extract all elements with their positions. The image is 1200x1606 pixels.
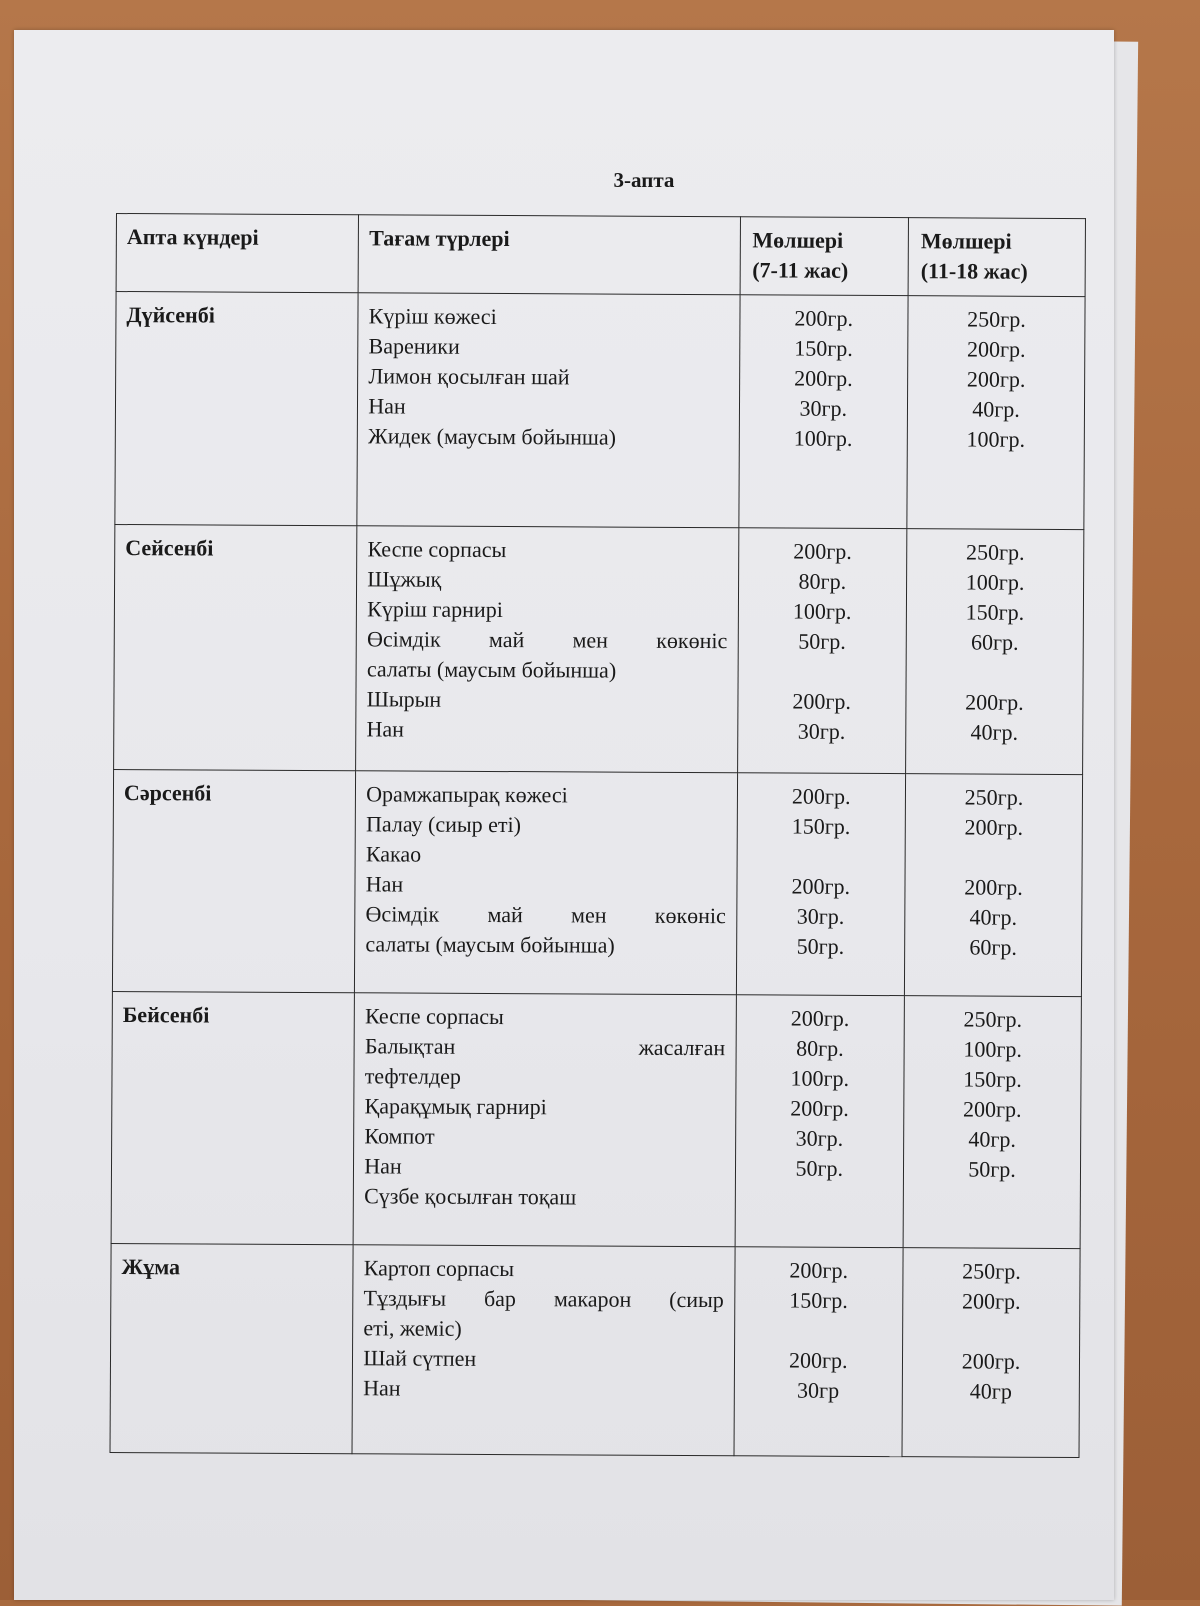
amount-11-18-list — [902, 1247, 1080, 1457]
paper-sheet — [14, 30, 1114, 1600]
amount-7-11: 50гр. — [796, 933, 845, 959]
amount-7-11: 200гр. — [789, 1257, 849, 1283]
amount-7-11: 50гр. — [798, 628, 846, 654]
table-row — [110, 1243, 1080, 1457]
amount-7-11: 30гр. — [796, 903, 845, 929]
amount-7-11: 200гр. — [792, 688, 852, 714]
amount-11-18: 40гр. — [969, 904, 1018, 930]
amount-7-11: 200гр. — [794, 305, 854, 331]
dish-list — [356, 526, 739, 773]
amount-11-18: 150гр. — [965, 599, 1025, 625]
dish-item: Орамжапырақ көжесі — [366, 781, 568, 808]
amount-11-18: 200гр. — [964, 874, 1023, 900]
amount-11-18-list — [904, 774, 1082, 998]
dish-item: тефтелдер — [364, 1063, 462, 1090]
dish-item: Жидек (маусым бойынша) — [368, 423, 617, 450]
amount-11-18-list — [903, 996, 1081, 1248]
header-row — [116, 214, 1085, 297]
day-name: Сәрсенбі — [112, 769, 355, 993]
amount-11-18: 200гр. — [963, 1096, 1022, 1123]
amount-11-18-list — [906, 528, 1084, 774]
amount-7-11: 150гр. — [794, 335, 853, 361]
amount-7-11-list — [736, 773, 906, 996]
amount-11-18-list — [907, 296, 1085, 530]
amount-11-18: 60гр. — [970, 629, 1019, 655]
table-row — [112, 769, 1082, 997]
amount-7-11-list — [737, 528, 907, 774]
amount-11-18: 100гр. — [963, 1036, 1022, 1063]
amount-11-18: 40гр. — [972, 396, 1020, 422]
amount-7-11 — [747, 841, 895, 872]
amount-7-11: 100гр. — [793, 425, 853, 451]
amount-11-18 — [914, 1185, 1070, 1216]
dish-item: салаты (маусым бойынша) — [365, 931, 615, 958]
menu-table — [110, 213, 1086, 1458]
amount-7-11: 80гр. — [796, 1036, 844, 1062]
day-name: Сейсенбі — [114, 524, 358, 770]
table-row — [114, 524, 1084, 774]
dish-list — [357, 293, 739, 528]
amount-7-11-list — [738, 295, 908, 529]
dish-item: еті, жеміс) — [363, 1314, 462, 1341]
amount-7-11-list — [735, 995, 905, 1247]
dish-item: салаты (маусым бойынша) — [366, 656, 617, 683]
amount-11-18: 200гр. — [966, 366, 1026, 392]
dish-item: Нан — [365, 871, 404, 897]
amount-11-18: 100гр. — [966, 426, 1026, 452]
amount-11-18: 250гр. — [967, 306, 1026, 332]
dish-item: Қарақұмық гарнирі — [364, 1093, 547, 1120]
dish-item: Өсімдік май мен көкөніс — [366, 626, 728, 654]
amount-11-18 — [913, 1316, 1069, 1347]
amount-7-11: 30гр. — [799, 395, 848, 421]
amount-11-18: 250гр. — [964, 784, 1024, 810]
header-amount-7-11-line1: Мөлшері — [752, 227, 844, 253]
amount-11-18: 200гр. — [964, 814, 1024, 840]
dish-item: Какао — [365, 841, 422, 867]
dish-item: Шай сүтпен — [363, 1344, 477, 1371]
amount-11-18: 40гр. — [968, 1126, 1017, 1153]
amount-7-11: 200гр. — [791, 873, 851, 899]
dish-item: Шырын — [366, 686, 442, 712]
day-name: Бейсенбі — [111, 992, 355, 1244]
header-amount-7-11-line2: (7-11 жас) — [752, 257, 849, 283]
header-day: Апта күндері — [116, 214, 359, 293]
table-row — [111, 992, 1081, 1248]
amount-7-11: 200гр. — [788, 1347, 848, 1373]
amount-11-18 — [917, 657, 1073, 688]
amount-7-11 — [748, 656, 896, 687]
dish-item: Вареники — [368, 333, 460, 359]
amount-7-11: 150гр. — [789, 1287, 848, 1313]
amount-7-11 — [745, 1184, 893, 1215]
dish-item: Палау (сиыр еті) — [365, 811, 522, 838]
dish-item: Картоп сорпасы — [363, 1254, 515, 1281]
amount-7-11: 200гр. — [793, 538, 852, 564]
amount-7-11: 200гр. — [791, 783, 851, 809]
header-dish: Тағам түрлері — [358, 215, 740, 295]
amount-11-18: 250гр. — [963, 1006, 1023, 1033]
header-amount-11-18-line1: Мөлшері — [920, 228, 1012, 254]
amount-11-18: 250гр. — [962, 1258, 1021, 1284]
amount-11-18: 200гр. — [961, 1348, 1021, 1374]
dish-item: Нан — [363, 1374, 401, 1401]
amount-7-11: 30гр. — [797, 718, 846, 744]
dish-item: Балықтан жасалған — [364, 1033, 726, 1061]
dish-item: Компот — [364, 1123, 435, 1150]
amount-7-11: 200гр. — [790, 1096, 849, 1122]
amount-7-11 — [745, 1315, 893, 1346]
dish-item: Тұздығы бар макарон (сиыр — [363, 1284, 724, 1312]
dish-list — [353, 993, 736, 1246]
dish-list — [355, 771, 737, 996]
table-row — [115, 292, 1085, 530]
amount-11-18: 150гр. — [963, 1066, 1022, 1093]
dish-item: Шұжық — [367, 566, 442, 592]
amount-7-11: 50гр. — [795, 1156, 844, 1182]
day-name: Жұма — [110, 1243, 353, 1454]
header-amount-11-18-line2: (11-18 жас) — [920, 258, 1028, 284]
amount-11-18: 200гр. — [962, 1288, 1021, 1314]
amount-7-11: 200гр. — [794, 365, 853, 391]
menu-body — [110, 292, 1085, 1458]
dish-item: Кеспе сорпасы — [367, 536, 507, 562]
amount-7-11: 80гр. — [798, 568, 847, 594]
amount-7-11-list — [734, 1246, 904, 1456]
amount-11-18 — [916, 842, 1072, 873]
amount-11-18: 40гр. — [970, 719, 1019, 745]
dish-item: Күріш гарнирі — [367, 596, 503, 622]
dish-item: Нан — [364, 1153, 402, 1179]
amount-7-11: 30гр. — [795, 1126, 844, 1152]
amount-11-18: 60гр. — [969, 934, 1018, 960]
dish-item: Сүзбе қосылған тоқаш — [364, 1183, 577, 1210]
amount-11-18: 100гр. — [965, 569, 1025, 595]
dish-item: Кеспе сорпасы — [364, 1003, 504, 1030]
header-amount-11-18 — [908, 218, 1085, 297]
amount-11-18: 50гр. — [968, 1156, 1016, 1183]
page-title: 3-апта — [613, 168, 675, 192]
amount-7-11: 200гр. — [790, 1006, 850, 1032]
dish-item: Нан — [366, 716, 405, 742]
amount-7-11: 30гр — [797, 1377, 840, 1403]
dish-item: Нан — [368, 393, 406, 419]
amount-7-11: 100гр. — [792, 598, 852, 624]
amount-7-11: 150гр. — [791, 813, 851, 839]
amount-11-18: 250гр. — [965, 539, 1025, 565]
day-name: Дүйсенбі — [115, 292, 358, 526]
amount-11-18: 200гр. — [966, 336, 1026, 362]
dish-item: Күріш көжесі — [368, 303, 497, 329]
dish-list — [352, 1244, 734, 1455]
amount-11-18: 200гр. — [965, 689, 1024, 715]
header-amount-7-11 — [740, 217, 909, 296]
amount-7-11: 100гр. — [790, 1066, 850, 1092]
dish-item: Лимон қосылған шай — [368, 363, 570, 390]
dish-item: Өсімдік май мен көкөніс — [365, 901, 726, 929]
amount-11-18: 40гр — [969, 1378, 1012, 1404]
